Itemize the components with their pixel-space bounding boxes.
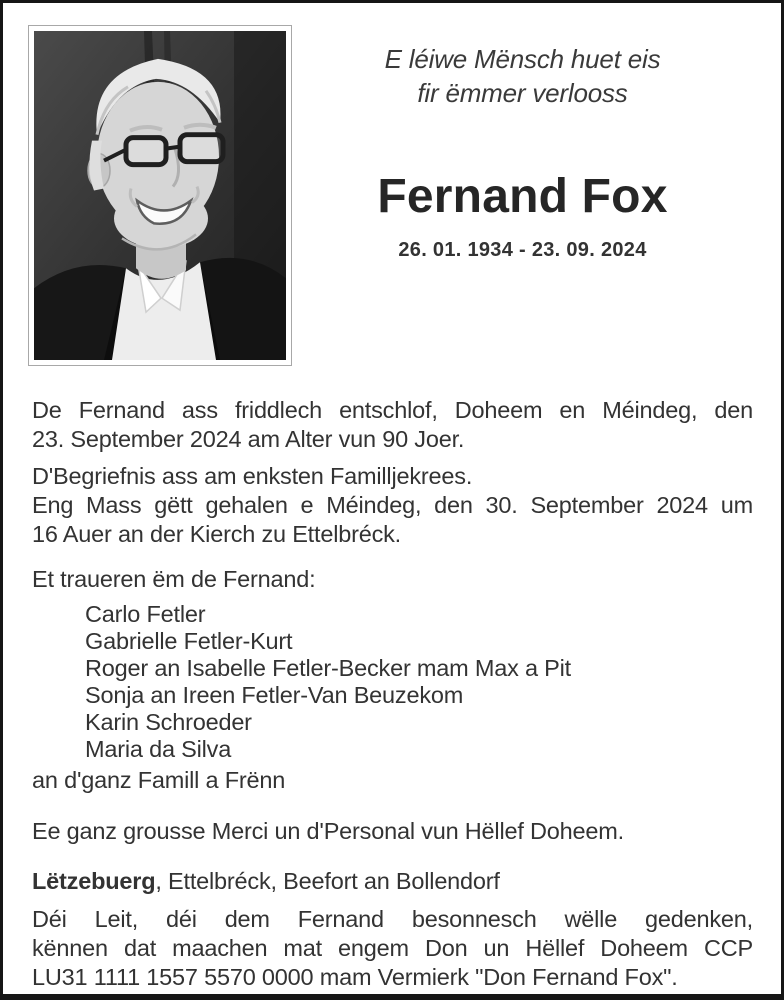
funeral-line: 16 Auer an der Kierch zu Ettelbréck. [32,521,402,547]
mourner-name: Roger an Isabelle Fetler-Becker mam Max a Pit [85,655,571,681]
announcement-line: De Fernand ass friddlech entschlof, Doheem en Méindeg, den [32,397,753,423]
mourners-list [85,601,753,763]
header [3,3,781,366]
places-rest: , Ettelbréck, Beefort an Bollendorf [155,868,500,894]
epigraph-line: fir ëmmer verlooss [417,78,628,108]
funeral-paragraph [32,462,753,549]
portrait-photo-frame [28,25,292,366]
places-line [32,867,753,896]
announcement-body [3,366,781,992]
funeral-line: Eng Mass gëtt gehalen e Méindeg, den 30. September 2024 um [32,492,753,518]
mourner-name: Maria da Silva [85,736,232,762]
mourning-intro: Et traueren ëm de Fernand: [32,566,316,592]
announcement-line: 23. September 2024 am Alter vun 90 Joer. [32,426,465,452]
mourner-name: Sonja an Ireen Fetler-Van Beuzekom [85,682,464,708]
death-announcement-paragraph [32,396,753,454]
donation-line: Déi Leit, déi dem Fernand besonnesch wëlle gedenken, [32,906,753,932]
portrait-photo [34,31,286,360]
donation-line: LU31 1111 1557 5570 0000 mam Vermierk "Don Fernand Fox". [32,964,678,990]
epigraph-line: E léiwe Mënsch huet eis [384,44,661,74]
donation-line: kënnen dat maachen mat engem Don un Hëllef Doheem CCP [32,935,753,961]
place-primary: Lëtzebuerg [32,868,156,894]
mourner-name: Karin Schroeder [85,709,252,735]
life-dates: 26. 01. 1934 - 23. 09. 2024 [398,239,647,261]
thanks-line: Ee ganz grousse Merci un d'Personal vun Hëllef Doheem. [32,818,624,844]
header-text-column [292,25,753,366]
mourner-name: Carlo Fetler [85,601,206,627]
donation-paragraph [32,905,753,992]
epigraph [385,42,661,110]
mourner-name: Gabrielle Fetler-Kurt [85,628,293,654]
funeral-line: D'Begriefnis ass am enksten Familljekrees. [32,463,473,489]
family-closing-line: an d'ganz Famill a Frënn [32,767,286,793]
deceased-name: Fernand Fox [377,170,668,223]
